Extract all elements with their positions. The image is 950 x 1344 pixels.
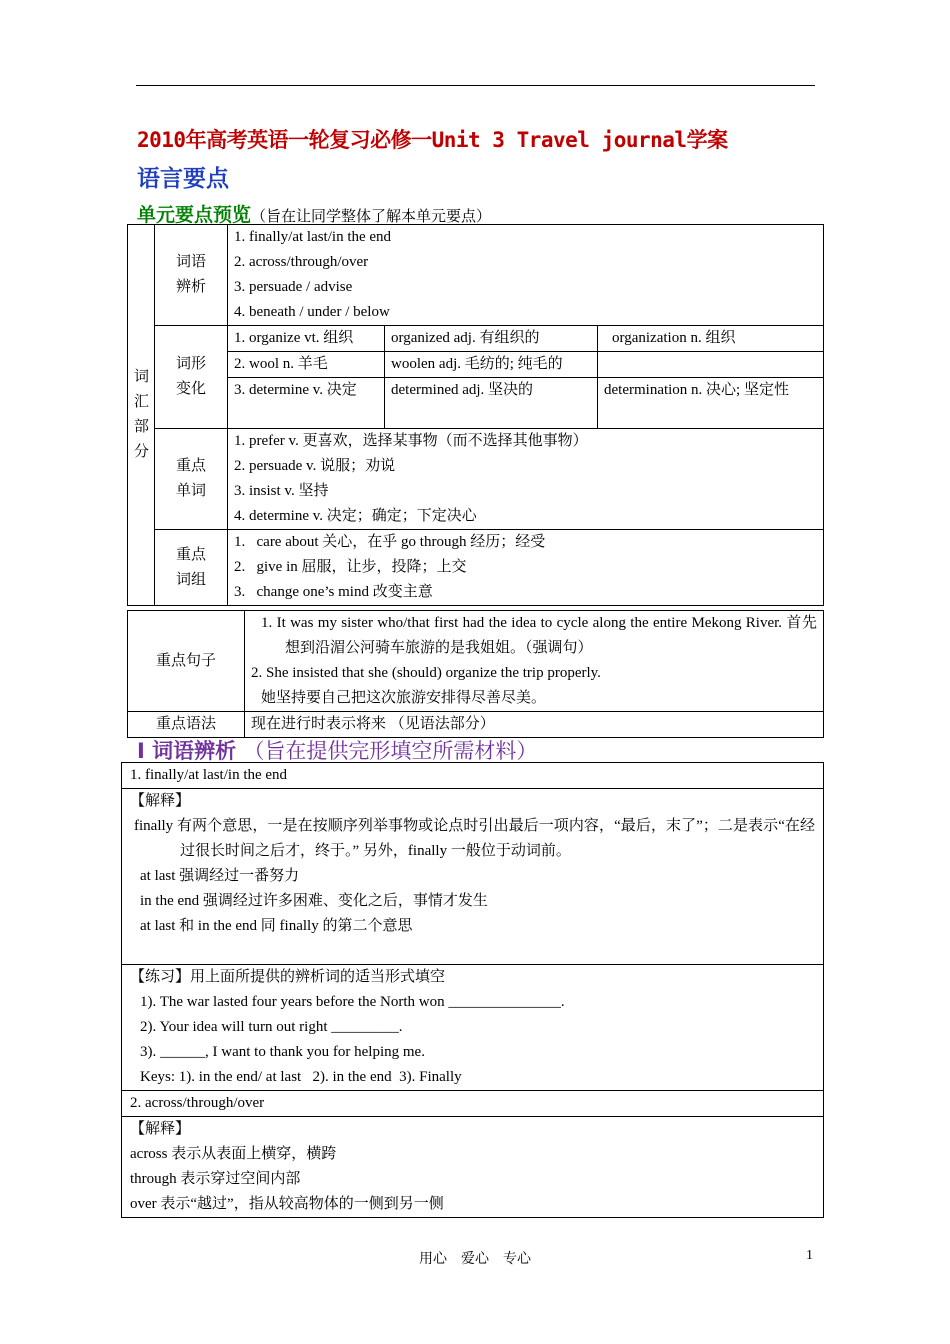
cixing-cell: determined adj. 坚决的 bbox=[385, 378, 598, 429]
ciyu-items bbox=[228, 225, 824, 326]
explain-line: at last 和 in the end 同 finally 的第二个意思 bbox=[140, 918, 413, 934]
item1-explain-cell bbox=[122, 789, 824, 965]
ciyu-item: 1. finally/at last/in the end bbox=[234, 229, 392, 245]
danci-item: 3. insist v. 坚持 bbox=[234, 483, 329, 499]
summary-table-lower bbox=[127, 610, 824, 738]
cizu-item: 3. change one’s mind 改变主意 bbox=[234, 584, 433, 600]
cizu-item: 1. care about 关心，在乎 go through 经历；经受 bbox=[234, 534, 546, 550]
explain-line: through 表示穿过空间内部 bbox=[130, 1171, 301, 1187]
item1-title: 1. finally/at last/in the end bbox=[122, 763, 824, 789]
detail-table bbox=[121, 762, 824, 1218]
exercise-line: 2). Your idea will turn out right _________. bbox=[140, 1019, 403, 1035]
stacked-label-text: 重点词组 bbox=[175, 546, 206, 588]
juzi-item: 她坚持要自己把这次旅游安排得尽善尽美。 bbox=[261, 690, 547, 706]
danci-label bbox=[155, 429, 228, 530]
stacked-label-text: 词汇部分 bbox=[134, 369, 150, 460]
stacked-label-text: 词语辨析 bbox=[175, 254, 206, 295]
word-discrimination-title: Ⅰ 词语辨析 bbox=[137, 739, 237, 763]
cixing-cell: organized adj. 有组织的 bbox=[385, 326, 598, 352]
cixing-cell bbox=[598, 352, 824, 378]
explain-line: across 表示从表面上横穿，横跨 bbox=[130, 1146, 337, 1162]
cizu-label bbox=[155, 530, 228, 606]
danci-item: 1. prefer v. 更喜欢，选择某事物（而不选择其他事物） bbox=[234, 433, 588, 449]
word-discrimination-note: （旨在提供完形填空所需材料） bbox=[243, 739, 538, 763]
cizu-items bbox=[228, 530, 824, 606]
exercise-line: 3). ______, I want to thank you for helping me. bbox=[140, 1044, 425, 1060]
explain-line: in the end 强调经过许多困难、变化之后，事情才发生 bbox=[140, 893, 488, 909]
page-number: 1 bbox=[806, 1248, 813, 1263]
cixing-cell: woolen adj. 毛纺的; 纯毛的 bbox=[385, 352, 598, 378]
juzi-item: 1. It was my sister who/that first had the idea to cycle along the entire Mekong River. 首先想到沿湄公河骑车旅游的是我姐姐。（强调句） bbox=[261, 615, 817, 656]
danci-item: 2. persuade v. 说服；劝说 bbox=[234, 458, 396, 474]
cixing-cell: 3. determine v. 决定 bbox=[228, 378, 385, 429]
ciyu-item: 3. persuade / advise bbox=[234, 279, 353, 295]
document-title: 2010年高考英语一轮复习必修一Unit 3 Travel journal学案 bbox=[137, 128, 728, 152]
juzi-label: 重点句子 bbox=[128, 611, 245, 712]
cixing-label bbox=[155, 326, 228, 429]
danci-item: 4. determine v. 决定；确定；下定决心 bbox=[234, 508, 477, 524]
ciyu-label bbox=[155, 225, 228, 326]
danci-items bbox=[228, 429, 824, 530]
explain-line: finally 有两个意思，一是在按顺序列举事物或论点时引出最后一项内容，“最后，末了”；二是表示“在经过很长时间之后才，终于。” 另外，finally 一般位于动词前。 bbox=[134, 818, 815, 859]
yufa-text: 现在进行时表示将来 （见语法部分） bbox=[245, 712, 824, 738]
page-footer: 用心 爱心 专心 bbox=[419, 1252, 531, 1267]
unit-preview-title: 单元要点预览 bbox=[137, 204, 252, 226]
cixing-cell: organization n. 组织 bbox=[598, 326, 824, 352]
yufa-label: 重点语法 bbox=[128, 712, 245, 738]
cixing-cell: 2. wool n. 羊毛 bbox=[228, 352, 385, 378]
section-heading-word-discrimination bbox=[137, 735, 537, 765]
exercise-cell bbox=[122, 965, 824, 1091]
explain-line: at last 强调经过一番努力 bbox=[140, 868, 300, 884]
summary-table bbox=[127, 224, 824, 606]
exercise-keys: Keys: 1). in the end/ at last 2). in the end 3). Finally bbox=[140, 1069, 462, 1085]
ciyu-item: 2. across/through/over bbox=[234, 254, 369, 270]
header-rule bbox=[136, 85, 815, 86]
stacked-label-text: 词形变化 bbox=[175, 356, 206, 397]
cixing-cell: determination n. 决心; 坚定性 bbox=[598, 378, 824, 429]
ciyu-item: 4. beneath / under / below bbox=[234, 304, 390, 320]
item2-explain-cell bbox=[122, 1117, 824, 1218]
section-heading-language-points: 语言要点 bbox=[137, 166, 229, 192]
juzi-items bbox=[245, 611, 824, 712]
explain-heading: 【解释】 bbox=[130, 793, 191, 809]
item2-title: 2. across/through/over bbox=[122, 1091, 824, 1117]
cixing-cell: 1. organize vt. 组织 bbox=[228, 326, 385, 352]
cizu-item: 2. give in 屈服，让步，投降；上交 bbox=[234, 559, 467, 575]
stacked-label-text: 重点单词 bbox=[175, 458, 206, 499]
vocab-part-label bbox=[128, 225, 155, 606]
explain-heading: 【解释】 bbox=[130, 1121, 191, 1137]
section-heading-unit-preview bbox=[137, 200, 491, 227]
juzi-item: 2. She insisted that she (should) organize the trip properly. bbox=[251, 665, 601, 681]
explain-line: over 表示“越过”，指从较高物体的一侧到另一侧 bbox=[130, 1196, 444, 1212]
unit-preview-note: （旨在让同学整体了解本单元要点） bbox=[251, 207, 492, 225]
exercise-heading: 【练习】用上面所提供的辨析词的适当形式填空 bbox=[130, 969, 446, 985]
exercise-line: 1). The war lasted four years before the North won _______________. bbox=[140, 994, 565, 1010]
